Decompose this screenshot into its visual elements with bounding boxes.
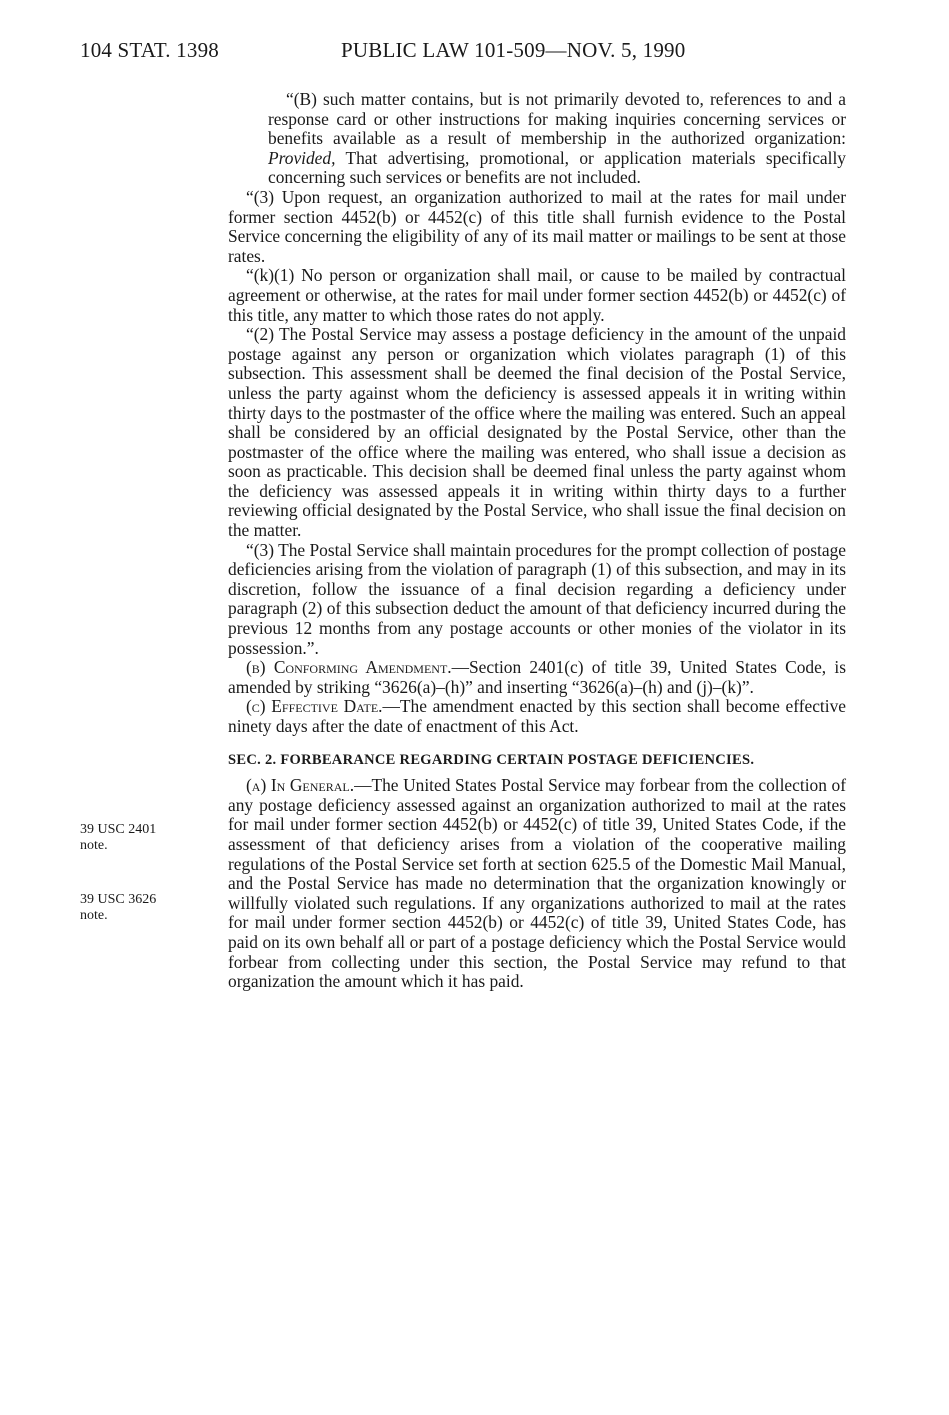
- paragraph-effective-date: [228, 697, 846, 736]
- margin-note-usc-2401: [80, 822, 200, 854]
- subsection-heading: (b) Conforming Amendment.: [246, 657, 452, 678]
- margin-note-usc-3626: [80, 892, 200, 924]
- section-heading: SEC. 2. FORBEARANCE REGARDING CERTAIN POSTAGE DEFICIENCIES.: [228, 751, 755, 768]
- paragraph-text: —The United States Postal Service may forbear from the collection of any postage deficiency assessed against an organization authorized to mail at the rates for mail under former section 4452(b) or 4452(c) of title 39, United States Code, if the assessment of that deficiency arises from a violation of the cooperative mailing regulations of the Postal Service set forth at section 625.5 of the Domestic Mail Manual, and the Postal Service has made no determination that the organization knowingly or willfully violated such regulations. If any organizations authorized to mail at the rates for mail under former section 4452(b) or 4452(c) of title 39, United States Code, has paid on its own behalf all or part of a postage deficiency which the Postal Service would forbear from collecting under this section, the Postal Service may refund to that organization the amount which it has paid.: [228, 775, 846, 992]
- paragraph-text: —The amendment enacted by this section shall become effective ninety days after the date of enactment of this Act.: [228, 696, 847, 736]
- paragraph-k2: “(2) The Postal Service may assess a postage deficiency in the amount of the unpaid postage against any person or organization which violates paragraph (1) of this subsection. This assessment shall be deemed the final decision of the Postal Service, unless the party against whom the deficiency is assessed appeals it in writing within thirty days to the postmaster of the office where the mailing was entered. Such an appeal shall be considered by an official designated by the Postal Service, other than the postmaster of the office where the mailing was entered, who shall issue a decision as soon as practicable. This decision shall be deemed final unless the party against whom the deficiency was assessed appeals it in writing within thirty days to a further reviewing official designated by the Postal Service, who shall issue the final decision on the matter.: [228, 324, 846, 541]
- subsection-heading: (a) In General.: [246, 775, 355, 796]
- margin-note-line: note.: [80, 838, 108, 853]
- public-law-title: PUBLIC LAW 101-509—NOV. 5, 1990: [341, 38, 686, 62]
- paragraph-in-general: [228, 776, 846, 992]
- paragraph-3: “(3) Upon request, an organization authorized to mail at the rates for mail under former section 4452(b) or 4452(c) of this title shall furnish evidence to the Postal Service concerning the eligibility of any of its mail matter or mailings to be sent at those rates.: [228, 186, 846, 266]
- paragraph-text: That advertising, promotional, or application materials specifically concerning such services or benefits are not included.: [268, 147, 846, 188]
- paragraph-conforming-amendment: [228, 658, 846, 697]
- body-text: [228, 90, 846, 992]
- paragraph-b: [228, 90, 846, 188]
- page-header: [80, 38, 880, 72]
- margin-note-line: 39 USC 2401: [80, 822, 157, 837]
- margin-note-line: 39 USC 3626: [80, 892, 157, 907]
- paragraph-k1: “(k)(1) No person or organization shall mail, or cause to be mailed by contractual agreement or otherwise, at the rates for mail under former section 4452(b) or 4452(c) of this title, any matter to which those rates do not apply.: [228, 265, 846, 325]
- paragraph-text: “(B) such matter contains, but is not primarily devoted to, references to and a response card or other instructions for making inquiries concerning services or benefits available as a result of membership in the authorized organization:: [268, 89, 846, 149]
- subsection-heading: (c) Effective Date.: [246, 696, 383, 717]
- paragraph-k3: “(3) The Postal Service shall maintain procedures for the prompt collection of postage deficiencies arising from the violation of paragraph (1) of this subsection, and may in its discretion, follow the issuance of a final decision regarding a deficiency under paragraph (2) of this subsection deduct the amount of that deficiency incurred during the previous 12 months from any postage accounts or other monies of the violator in its possession.”.: [228, 539, 846, 658]
- margin-note-line: note.: [80, 908, 108, 923]
- paragraph-text: —Section 2401(c) of title 39, United States Code, is amended by striking “3626(a)–(h)” and inserting “3626(a)–(h) and (j)–(k)”.: [228, 657, 846, 697]
- stat-citation: 104 STAT. 1398: [80, 38, 219, 62]
- provided-italic: Provided,: [268, 147, 336, 168]
